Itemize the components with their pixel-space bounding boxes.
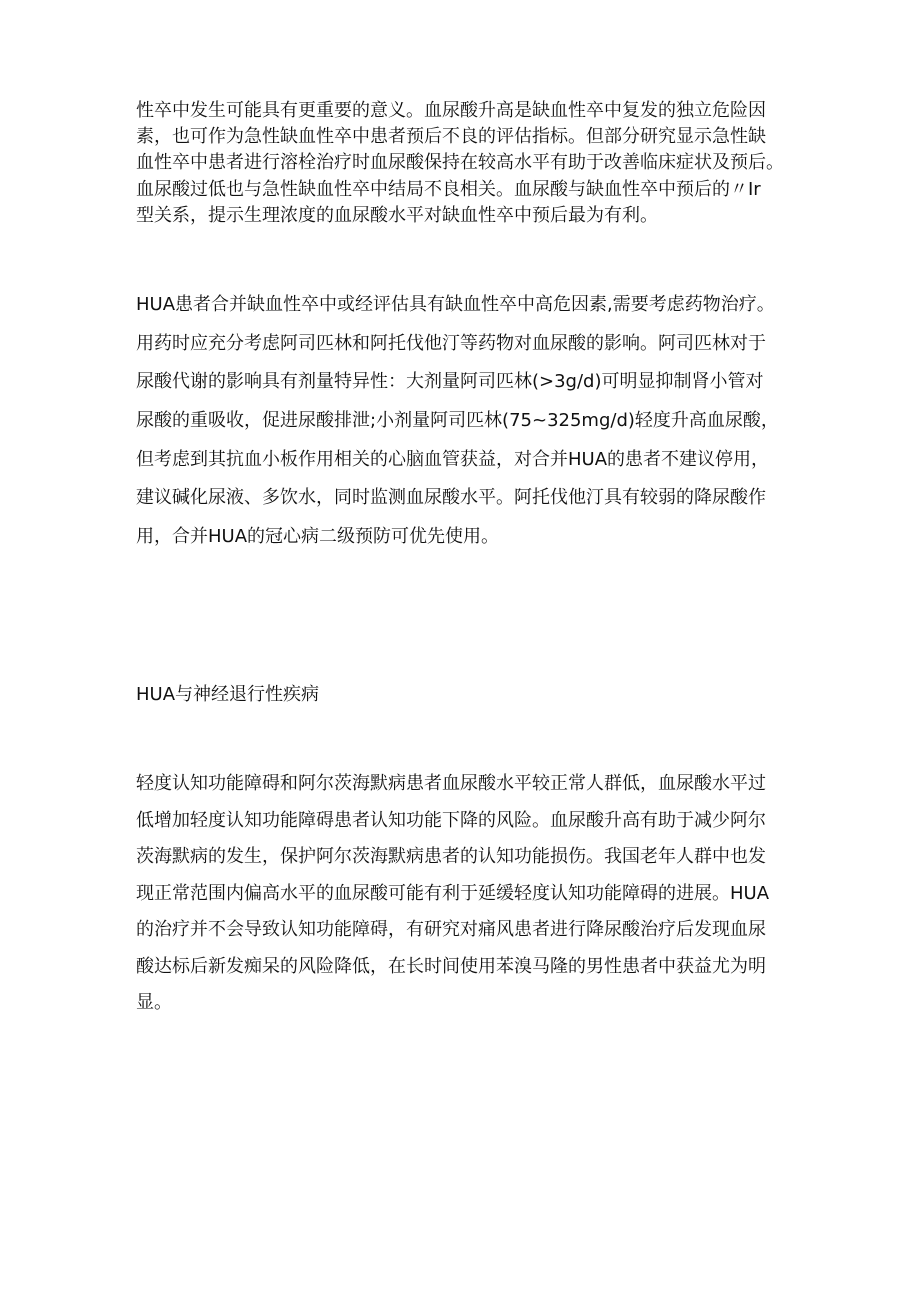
paragraph-neurodegenerative [136, 766, 796, 1022]
text-line: 建议碱化尿液、多饮水，同时监测血尿酸水平。阿托伐他汀具有较弱的降尿酸作 [136, 487, 766, 509]
paragraph-uric-acid-stroke [136, 98, 796, 229]
text-line: 尿酸代谢的影响具有剂量特异性：大剂量阿司匹林(>3g/d)可明显抑制肾小管对 [136, 371, 764, 393]
text-line: 用药时应充分考虑阿司匹林和阿托伐他汀等药物对血尿酸的影响。阿司匹林对于 [136, 332, 766, 354]
text-line: 现正常范围内偏高水平的血尿酸可能有利于延缓轻度认知功能障碍的进展。HUA [136, 882, 770, 904]
section-title: HUA与神经退行性疾病 [136, 684, 320, 705]
text-line: 显。 [136, 992, 172, 1013]
text-line: 的治疗并不会导致认知功能障碍，有研究对痛风患者进行降尿酸治疗后发现血尿 [136, 919, 766, 940]
text-line: 素，也可作为急性缺血性卒中患者预后不良的评估指标。但部分研究显示急性缺 [136, 126, 766, 148]
text-line: 尿酸的重吸收，促进尿酸排泄;小剂量阿司匹林(75~325mg/d)轻度升高血尿酸， [136, 410, 779, 432]
text-line: 血尿酸过低也与急性缺血性卒中结局不良相关。血尿酸与缺血性卒中预后的〃Ir [136, 178, 761, 200]
text-line: HUA患者合并缺血性卒中或经评估具有缺血性卒中高危因素,需要考虑药物治疗。 [136, 294, 775, 315]
text-line: 血性卒中患者进行溶栓治疗时血尿酸保持在较高水平有助于改善临床症状及预后。 [136, 152, 784, 174]
text-line: 低增加轻度认知功能障碍患者认知功能下降的风险。血尿酸升高有助于减少阿尔 [136, 809, 766, 831]
text-line: 但考虑到其抗血小板作用相关的心脑血管获益，对合并HUA的患者不建议停用， [136, 448, 770, 470]
text-line: 酸达标后新发痴呆的风险降低，在长时间使用苯溴马隆的男性患者中获益尤为明 [136, 955, 766, 977]
text-line: 茨海默病的发生，保护阿尔茨海默病患者的认知功能损伤。我国老年人群中也发 [136, 846, 766, 867]
text-line: 性卒中发生可能具有更重要的意义。血尿酸升高是缺血性卒中复发的独立危险因 [136, 100, 766, 121]
section-heading [136, 676, 796, 714]
text-line: 型关系，提示生理浓度的血尿酸水平对缺血性卒中预后最为有利。 [136, 204, 658, 226]
text-line: 用，合并HUA的冠心病二级预防可优先使用。 [136, 526, 500, 548]
text-line: 轻度认知功能障碍和阿尔茨海默病患者血尿酸水平较正常人群低，血尿酸水平过 [136, 773, 766, 794]
paragraph-hua-drug-therapy [136, 286, 796, 557]
